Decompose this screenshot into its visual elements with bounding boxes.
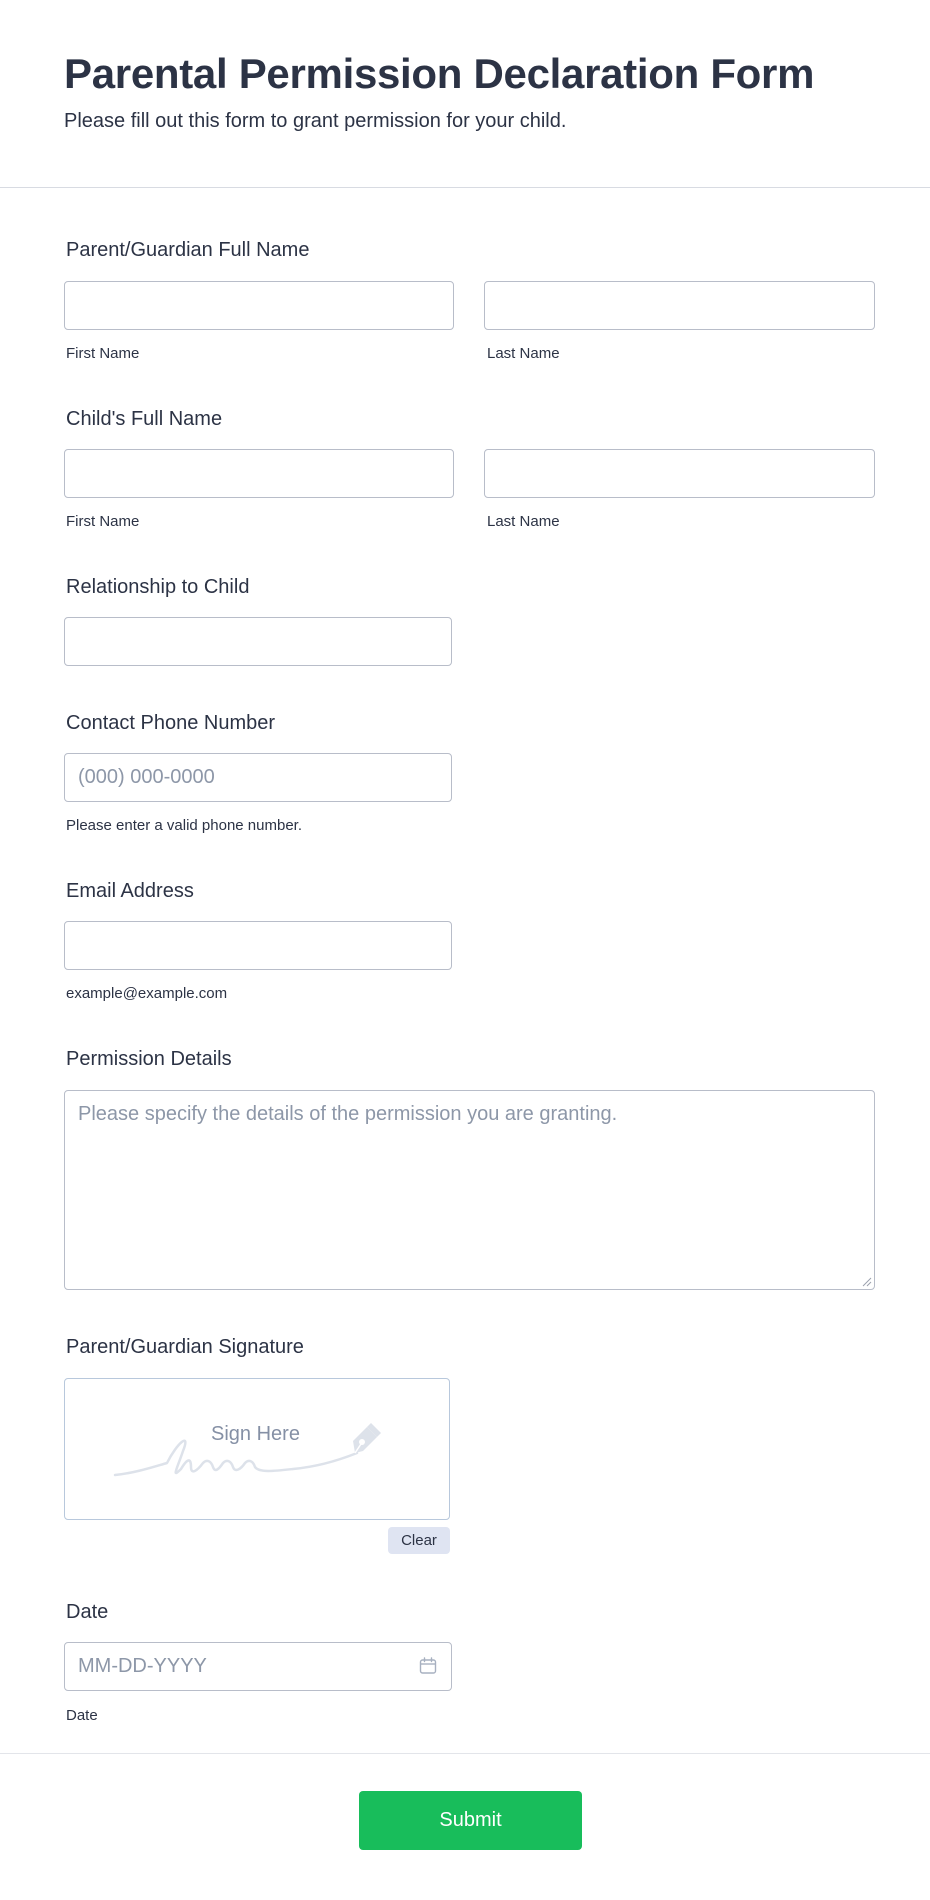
email-sublabel: example@example.com — [66, 985, 228, 1002]
date-input[interactable] — [64, 1642, 452, 1691]
child-last-name-sublabel: Last Name — [487, 513, 560, 530]
phone-input[interactable] — [64, 753, 452, 802]
clear-signature-button[interactable]: Clear — [388, 1527, 450, 1554]
sign-here-text: Sign Here — [211, 1423, 300, 1445]
date-sublabel: Date — [66, 1707, 98, 1724]
parent-first-name-sublabel: First Name — [66, 345, 140, 362]
parent-last-name-input[interactable] — [484, 281, 875, 330]
relationship-label: Relationship to Child — [66, 576, 250, 598]
relationship-input[interactable] — [64, 617, 452, 666]
permission-textarea[interactable] — [64, 1090, 875, 1290]
submit-button[interactable]: Submit — [359, 1791, 582, 1850]
child-last-name-input[interactable] — [484, 449, 875, 498]
child-first-name-sublabel: First Name — [66, 513, 140, 530]
signature-label: Parent/Guardian Signature — [66, 1336, 304, 1358]
parent-first-name-input[interactable] — [64, 281, 454, 330]
parent-name-label: Parent/Guardian Full Name — [66, 239, 310, 261]
resize-grip-icon[interactable] — [860, 1275, 872, 1287]
email-label: Email Address — [66, 880, 194, 902]
pen-nib-icon — [347, 1419, 387, 1455]
phone-sublabel: Please enter a valid phone number. — [66, 817, 302, 834]
calendar-icon[interactable] — [418, 1656, 438, 1676]
form-header — [0, 0, 930, 188]
child-first-name-input[interactable] — [64, 449, 454, 498]
signature-squiggle-icon — [65, 1379, 451, 1521]
date-label: Date — [66, 1601, 109, 1623]
form-title: Parental Permission Declaration Form — [64, 50, 815, 97]
parent-last-name-sublabel: Last Name — [487, 345, 560, 362]
signature-pad[interactable] — [64, 1378, 450, 1520]
email-input[interactable] — [64, 921, 452, 970]
permission-label: Permission Details — [66, 1048, 232, 1070]
phone-label: Contact Phone Number — [66, 712, 276, 734]
child-name-label: Child's Full Name — [66, 408, 223, 430]
form-subtitle: Please fill out this form to grant permission for your child. — [64, 110, 567, 132]
footer-divider — [0, 1753, 930, 1754]
